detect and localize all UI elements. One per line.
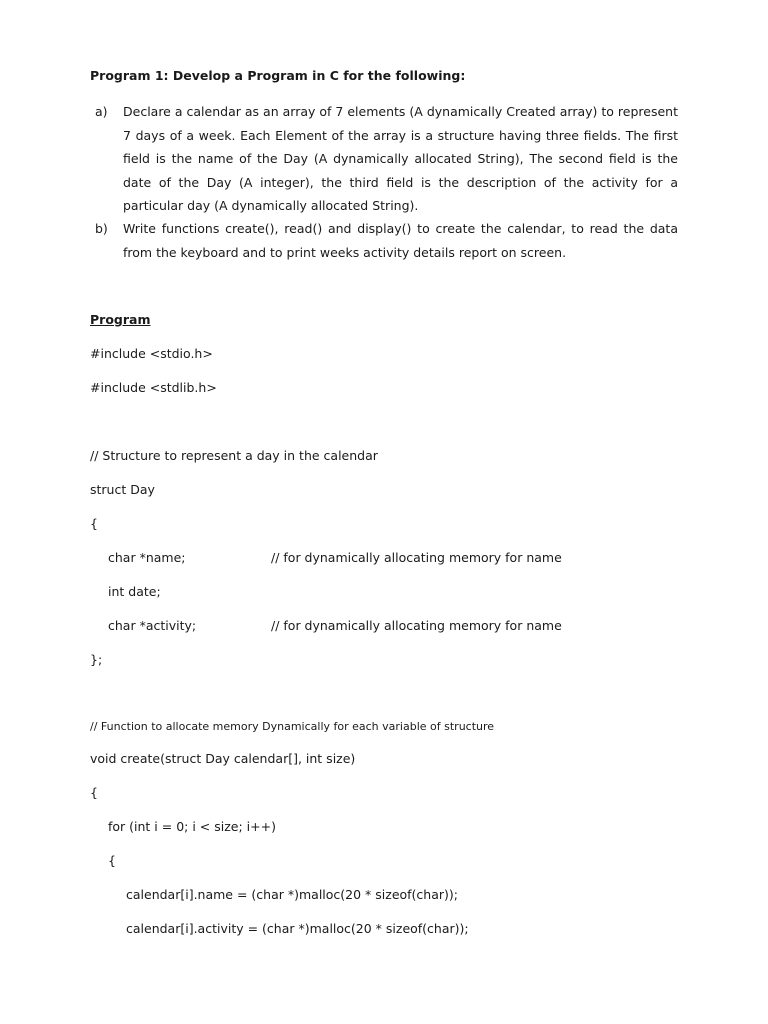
code-open-brace: { <box>90 785 98 800</box>
code-struct-decl: struct Day <box>90 482 155 497</box>
code-comment-name: // for dynamically allocating memory for name <box>271 550 562 565</box>
code-field-activity: char *activity; <box>108 618 197 633</box>
list-marker: a) <box>95 104 108 119</box>
code-for-loop: for (int i = 0; i < size; i++) <box>108 819 276 834</box>
requirement-item-b <box>95 217 678 264</box>
code-comment-activity: // for dynamically allocating memory for name <box>271 618 562 633</box>
requirement-text: Declare a calendar as an array of 7 elements (A dynamically Created array) to represent 7 days of a week. Each Element of the array is a structure having three fields. The first field is the name of the Day (A dynamically allocated String), The second field is the date of the Day (A integer), the third field is the description of the activity for a particular day (A dynamically allocated String). <box>123 104 678 214</box>
requirement-text: Write functions create(), read() and display() to create the calendar, to read the data from the keyboard and to print weeks activity details report on screen. <box>123 221 678 260</box>
section-title-program: Program <box>90 312 151 327</box>
code-open-brace: { <box>108 853 116 868</box>
code-close-struct: }; <box>90 652 103 667</box>
list-marker: b) <box>95 221 108 236</box>
code-comment-struct: // Structure to represent a day in the calendar <box>90 448 378 463</box>
code-field-date: int date; <box>108 584 161 599</box>
code-comment-create: // Function to allocate memory Dynamically for each variable of structure <box>90 720 495 733</box>
code-open-brace: { <box>90 516 98 531</box>
code-create-decl: void create(struct Day calendar[], int size) <box>90 751 356 766</box>
code-alloc-name: calendar[i].name = (char *)malloc(20 * sizeof(char)); <box>126 887 458 902</box>
code-alloc-activity: calendar[i].activity = (char *)malloc(20 * sizeof(char)); <box>126 921 469 936</box>
code-include-stdio: #include <stdio.h> <box>90 346 213 361</box>
code-include-stdlib: #include <stdlib.h> <box>90 380 217 395</box>
program-heading: Program 1: Develop a Program in C for the following: <box>90 68 466 83</box>
code-field-name: char *name; <box>108 550 186 565</box>
requirement-item-a <box>95 100 678 218</box>
